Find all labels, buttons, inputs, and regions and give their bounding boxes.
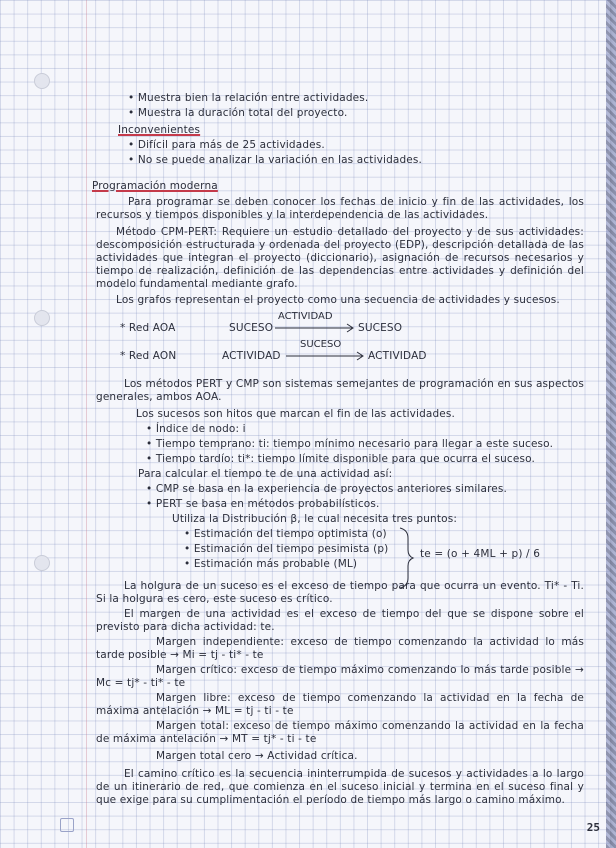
margen-total: Margen total: exceso de tiempo máximo comenzando la actividad en la fecha de máxima antelación → MT = tj* - ti - te — [96, 720, 584, 745]
binder-hole — [34, 555, 50, 571]
text-line: Utiliza la Distribución β, le cual necesita tres puntos: — [172, 513, 458, 525]
text-line: • Estimación del tiempo optimista (o) — [184, 528, 387, 540]
page-edge-stripes — [606, 0, 616, 848]
page-number: 25 — [586, 821, 600, 834]
heading-programacion-moderna: Programación moderna — [92, 180, 218, 192]
text-line: • Tiempo temprano: ti: tiempo mínimo necesario para llegar a este suceso. — [146, 438, 554, 450]
margin-line — [86, 0, 87, 848]
arrow-head-icon — [357, 352, 363, 360]
paragraph: Para programar se deben conocer los fechas de inicio y fin de las actividades, los recursos y tiempos disponibles y la interdependencia de las actividades. — [96, 196, 584, 221]
paragraph-cpm-pert: Método CPM-PERT: Requiere un estudio detallado del proyecto y de sus actividades: descomposición estructurada y ordenada del proyecto (EDP), descripción detallada de las actividades que integran el proyecto (diccionario), asignación de recursos necesarios y tiempo de realización, definición de las dependencias entre actividades y definición del modelo fundamental mediante grafo. — [96, 226, 584, 290]
aon-from-node: ACTIVIDAD — [222, 350, 281, 362]
text-line: • PERT se basa en métodos probabilísticos. — [146, 498, 380, 510]
aon-label: * Red AON — [120, 350, 177, 362]
aoa-arrow-label: ACTIVIDAD — [278, 311, 333, 322]
text-line: • Estimación del tiempo pesimista (p) — [184, 543, 389, 555]
text-line: • Muestra bien la relación entre actividades. — [128, 92, 369, 104]
binder-hole — [34, 310, 50, 326]
margen-independiente: Margen independiente: exceso de tiempo comenzando la actividad lo más tarde posible → Mi = tj - ti* - te — [96, 636, 584, 661]
text-line: • Estimación más probable (ML) — [184, 558, 358, 570]
paragraph-margen: El margen de una actividad es el exceso de tiempo del que se dispone sobre el previsto para dicha actividad: te. — [96, 608, 584, 633]
paragraph-holgura: La holgura de un suceso es el exceso de tiempo para que ocurra un evento. Ti* - Ti. Si la holgura es cero, este suceso es crítico. — [96, 580, 584, 605]
aoa-to-node: SUCESO — [358, 322, 403, 334]
margen-critico: Margen crítico: exceso de tiempo máximo comenzando lo más tarde posible → Mc = tj* - ti* - te — [96, 664, 584, 689]
paragraph: Los grafos representan el proyecto como una secuencia de actividades y sucesos. — [116, 294, 560, 306]
aon-arrow-label: SUCESO — [300, 339, 342, 350]
paragraph: Los métodos PERT y CMP son sistemas semejantes de programación en sus aspectos generales, ambos AOA. — [96, 378, 584, 403]
paragraph-camino-critico: El camino crítico es la secuencia ininterrumpida de sucesos y actividades a lo largo de un itinerario de red, que comienza en el suceso inicial y termina en el suceso final y que exige para su cumplimentación el período de tiempo más largo o camino máximo. — [96, 768, 584, 806]
brace-icon — [400, 528, 413, 588]
margen-libre: Margen libre: exceso de tiempo comenzando la actividad en la fecha de máxima antelación → ML = tj - ti - te — [96, 692, 584, 717]
aoa-from-node: SUCESO — [229, 322, 274, 334]
text-line: • CMP se basa en la experiencia de proyectos anteriores similares. — [146, 483, 508, 495]
text-line: Los sucesos son hitos que marcan el fin de las actividades. — [136, 408, 456, 420]
text-line: • Tiempo tardío: ti*: tiempo límite disponible para que ocurra el suceso. — [146, 453, 535, 465]
text-line: • Muestra la duración total del proyecto. — [128, 107, 348, 119]
binder-hole — [34, 73, 50, 89]
arrow-head-icon — [347, 324, 353, 332]
text-line: • No se puede analizar la variación en las actividades. — [128, 154, 422, 166]
aon-to-node: ACTIVIDAD — [368, 350, 427, 362]
text-line: • Difícil para más de 25 actividades. — [128, 139, 325, 151]
text-line: Margen total cero → Actividad crítica. — [156, 750, 358, 762]
heading-inconvenientes: Inconvenientes — [118, 124, 201, 136]
notebook-logo-icon — [60, 818, 74, 832]
formula-te: te = (o + 4ML + p) / 6 — [420, 548, 541, 560]
aoa-label: * Red AOA — [120, 322, 176, 334]
text-line: Para calcular el tiempo te de una actividad así: — [138, 468, 393, 480]
text-line: • Índice de nodo: i — [146, 423, 246, 435]
